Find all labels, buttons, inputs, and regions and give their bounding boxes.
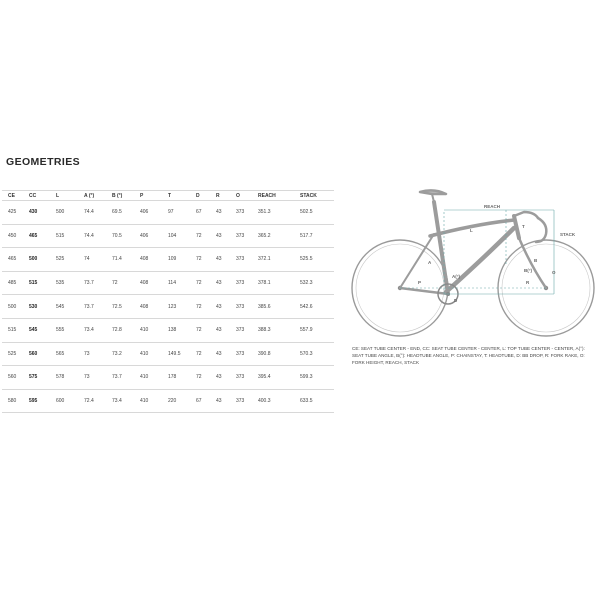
label-p: P (418, 280, 422, 285)
cell-cc: 530 (29, 295, 56, 319)
label-a-deg: A(°) (452, 274, 461, 279)
geometry-table (2, 190, 334, 413)
bike-frame (400, 190, 546, 294)
cell-o: 373 (236, 342, 258, 366)
cell-cc: 515 (29, 271, 56, 295)
cell-p: 408 (140, 248, 168, 272)
cell-r: 43 (216, 201, 236, 225)
header-d: D (196, 191, 216, 201)
cell-t: 178 (168, 366, 196, 390)
cell-r: 43 (216, 366, 236, 390)
cell-a: 73.7 (84, 295, 112, 319)
cell-d: 67 (196, 389, 216, 413)
cell-o: 373 (236, 366, 258, 390)
cell-o: 373 (236, 318, 258, 342)
label-b-deg: B(°) (524, 268, 533, 273)
cell-b: 73.7 (112, 366, 140, 390)
cell-ce: 450 (2, 224, 29, 248)
table-row (2, 201, 334, 225)
cell-t: 123 (168, 295, 196, 319)
cell-o: 373 (236, 248, 258, 272)
table-row (2, 248, 334, 272)
cell-ce: 500 (2, 295, 29, 319)
cell-p: 406 (140, 224, 168, 248)
cell-stack: 599.3 (300, 366, 334, 390)
cell-a: 73.7 (84, 271, 112, 295)
cell-cc: 575 (29, 366, 56, 390)
table-row (2, 342, 334, 366)
cell-stack: 557.9 (300, 318, 334, 342)
label-a: A (428, 260, 432, 265)
cell-d: 72 (196, 271, 216, 295)
label-r: R (526, 280, 530, 285)
cell-stack: 570.3 (300, 342, 334, 366)
cell-p: 410 (140, 366, 168, 390)
cell-reach: 400.3 (258, 389, 300, 413)
header-cc: CC (29, 191, 56, 201)
cell-p: 408 (140, 295, 168, 319)
cell-a: 72.4 (84, 389, 112, 413)
cell-reach: 390.8 (258, 342, 300, 366)
cell-l: 500 (56, 201, 84, 225)
header-b: B (°) (112, 191, 140, 201)
cell-b: 73.4 (112, 389, 140, 413)
table-row (2, 295, 334, 319)
cell-a: 74.4 (84, 224, 112, 248)
legend-text: CE: SEAT TUBE CENTER - END, CC: SEAT TUBE CENTER - CENTER, L: TOP TUBE CENTER - CENTER, A(°): SEAT TUBE ANGLE, B(°): HEADTUBE ANGLE, P: CHAINSTAY, T: HEADTUBE, D: BB DROP, R: FORK RAKE, O: FORK HEIGHT, REACH, STACK (352, 346, 585, 365)
cell-b: 72 (112, 271, 140, 295)
cell-b: 72.5 (112, 295, 140, 319)
stack-label: STACK (560, 232, 576, 237)
header-r: R (216, 191, 236, 201)
cell-t: 220 (168, 389, 196, 413)
page-title: GEOMETRIES (6, 156, 81, 168)
cell-o: 373 (236, 295, 258, 319)
cell-d: 72 (196, 366, 216, 390)
cell-a: 74.4 (84, 201, 112, 225)
header-p: P (140, 191, 168, 201)
cell-p: 410 (140, 318, 168, 342)
cell-d: 72 (196, 224, 216, 248)
header-o: O (236, 191, 258, 201)
cell-reach: 378.1 (258, 271, 300, 295)
cell-cc: 560 (29, 342, 56, 366)
cell-stack: 542.6 (300, 295, 334, 319)
table-row (2, 366, 334, 390)
cell-cc: 465 (29, 224, 56, 248)
cell-o: 373 (236, 201, 258, 225)
cell-t: 109 (168, 248, 196, 272)
cell-r: 43 (216, 318, 236, 342)
header-l: L (56, 191, 84, 201)
cell-a: 73 (84, 342, 112, 366)
label-d: D (454, 298, 458, 303)
cell-cc: 595 (29, 389, 56, 413)
cell-l: 555 (56, 318, 84, 342)
cell-l: 515 (56, 224, 84, 248)
cell-ce: 485 (2, 271, 29, 295)
cell-d: 72 (196, 295, 216, 319)
cell-d: 72 (196, 318, 216, 342)
cell-d: 67 (196, 201, 216, 225)
cell-stack: 525.5 (300, 248, 334, 272)
cell-t: 138 (168, 318, 196, 342)
cell-o: 373 (236, 224, 258, 248)
cell-r: 43 (216, 295, 236, 319)
bike-geometry-diagram (346, 176, 598, 340)
cell-cc: 500 (29, 248, 56, 272)
cell-p: 410 (140, 389, 168, 413)
cell-l: 525 (56, 248, 84, 272)
cell-d: 72 (196, 342, 216, 366)
cell-reach: 372.1 (258, 248, 300, 272)
cell-o: 373 (236, 271, 258, 295)
cell-reach: 388.3 (258, 318, 300, 342)
cell-stack: 517.7 (300, 224, 334, 248)
cell-r: 43 (216, 342, 236, 366)
cell-a: 73.4 (84, 318, 112, 342)
cell-b: 70.5 (112, 224, 140, 248)
header-ce: CE (2, 191, 29, 201)
cell-reach: 365.2 (258, 224, 300, 248)
cell-t: 149.5 (168, 342, 196, 366)
cell-r: 43 (216, 224, 236, 248)
header-stack: STACK (300, 191, 334, 201)
cell-t: 114 (168, 271, 196, 295)
cell-d: 72 (196, 248, 216, 272)
table-row (2, 318, 334, 342)
cell-p: 408 (140, 271, 168, 295)
cell-o: 373 (236, 389, 258, 413)
cell-t: 97 (168, 201, 196, 225)
cell-r: 43 (216, 389, 236, 413)
header-reach: REACH (258, 191, 300, 201)
cell-ce: 580 (2, 389, 29, 413)
cell-ce: 515 (2, 318, 29, 342)
cell-cc: 545 (29, 318, 56, 342)
reach-label: REACH (484, 204, 501, 209)
cell-l: 565 (56, 342, 84, 366)
header-a: A (°) (84, 191, 112, 201)
cell-reach: 351.3 (258, 201, 300, 225)
cell-l: 535 (56, 271, 84, 295)
cell-r: 43 (216, 248, 236, 272)
cell-reach: 385.6 (258, 295, 300, 319)
cell-r: 43 (216, 271, 236, 295)
cell-p: 406 (140, 201, 168, 225)
cell-stack: 502.5 (300, 201, 334, 225)
cell-stack: 633.5 (300, 389, 334, 413)
cell-l: 600 (56, 389, 84, 413)
label-b: B (534, 258, 538, 263)
cell-b: 72.8 (112, 318, 140, 342)
cell-b: 69.5 (112, 201, 140, 225)
table-row (2, 389, 334, 413)
cell-stack: 532.3 (300, 271, 334, 295)
label-t: T (522, 224, 525, 229)
cell-b: 71.4 (112, 248, 140, 272)
cell-a: 73 (84, 366, 112, 390)
cell-ce: 425 (2, 201, 29, 225)
label-l: L (470, 228, 473, 233)
cell-ce: 560 (2, 366, 29, 390)
cell-reach: 395.4 (258, 366, 300, 390)
cell-l: 578 (56, 366, 84, 390)
label-o: O (552, 270, 556, 275)
table-header-row (2, 191, 334, 201)
header-t: T (168, 191, 196, 201)
cell-cc: 430 (29, 201, 56, 225)
cell-l: 545 (56, 295, 84, 319)
table-row (2, 271, 334, 295)
cell-a: 74 (84, 248, 112, 272)
table-row (2, 224, 334, 248)
cell-b: 73.2 (112, 342, 140, 366)
cell-p: 410 (140, 342, 168, 366)
cell-ce: 465 (2, 248, 29, 272)
cell-t: 104 (168, 224, 196, 248)
cell-ce: 525 (2, 342, 29, 366)
